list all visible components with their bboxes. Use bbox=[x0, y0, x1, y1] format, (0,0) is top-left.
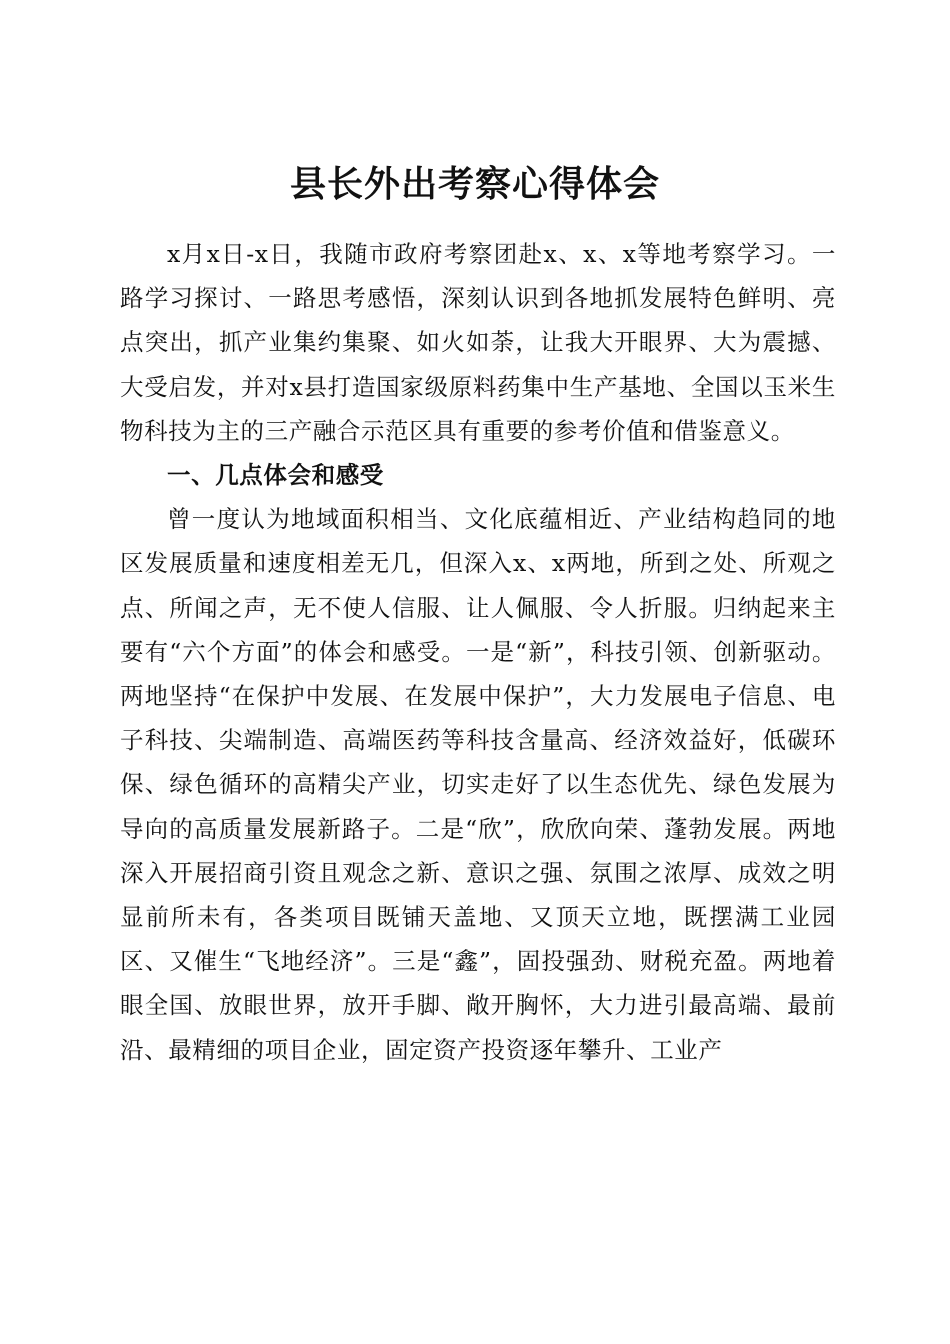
document-title: 县长外出考察心得体会 bbox=[289, 163, 660, 206]
body-paragraph: 曾一度认为地域面积相当、文化底蕴相近、产业结构趋同的地区发展质量和速度相差无几，但深入x、x两地，所到之处、所观之点、所闻之声，无不使人信服、让人佩服、令人折服。归纳起来主要有“六个方面”的体会和感受。一是“新”，科技引领、创新驱动。两地坚持“在保护中发展、在发展中保护”，大力发展电子信息、电子科技、尖端制造、高端医药等科技含量高、经济效益好，低碳环保、绿色循环的高精尖产业，切实走好了以生态优先、绿色发展为导向的高质量发展新路子。二是“欣”，欣欣向荣、蓬勃发展。两地深入开展招商引资且观念之新、意识之强、氛围之浓厚、成效之明显前所未有，各类项目既铺天盖地、又顶天立地，既摆满工业园区、又催生“飞地经济”。三是“鑫”，固投强劲、财税充盈。两地着眼全国、放眼世界，放开手脚、敞开胸怀，大力进引最高端、最前沿、最精细的项目企业，固定资产投资逐年攀升、工业产 bbox=[120, 505, 836, 1064]
section-heading: 一、几点体会和感受 bbox=[167, 461, 384, 490]
document-body bbox=[120, 232, 836, 1072]
intro-paragraph: x月x日-x日，我随市政府考察团赴x、x、x等地考察学习。一路学习探讨、一路思考感悟，深刻认识到各地抓发展特色鲜明、亮点突出，抓产业集约集聚、如火如荼，让我大开眼界、大为震撼、大受启发，并对x县打造国家级原料药集中生产基地、全国以玉米生物科技为主的三产融合示范区具有重要的参考价值和借鉴意义。 bbox=[120, 240, 836, 445]
